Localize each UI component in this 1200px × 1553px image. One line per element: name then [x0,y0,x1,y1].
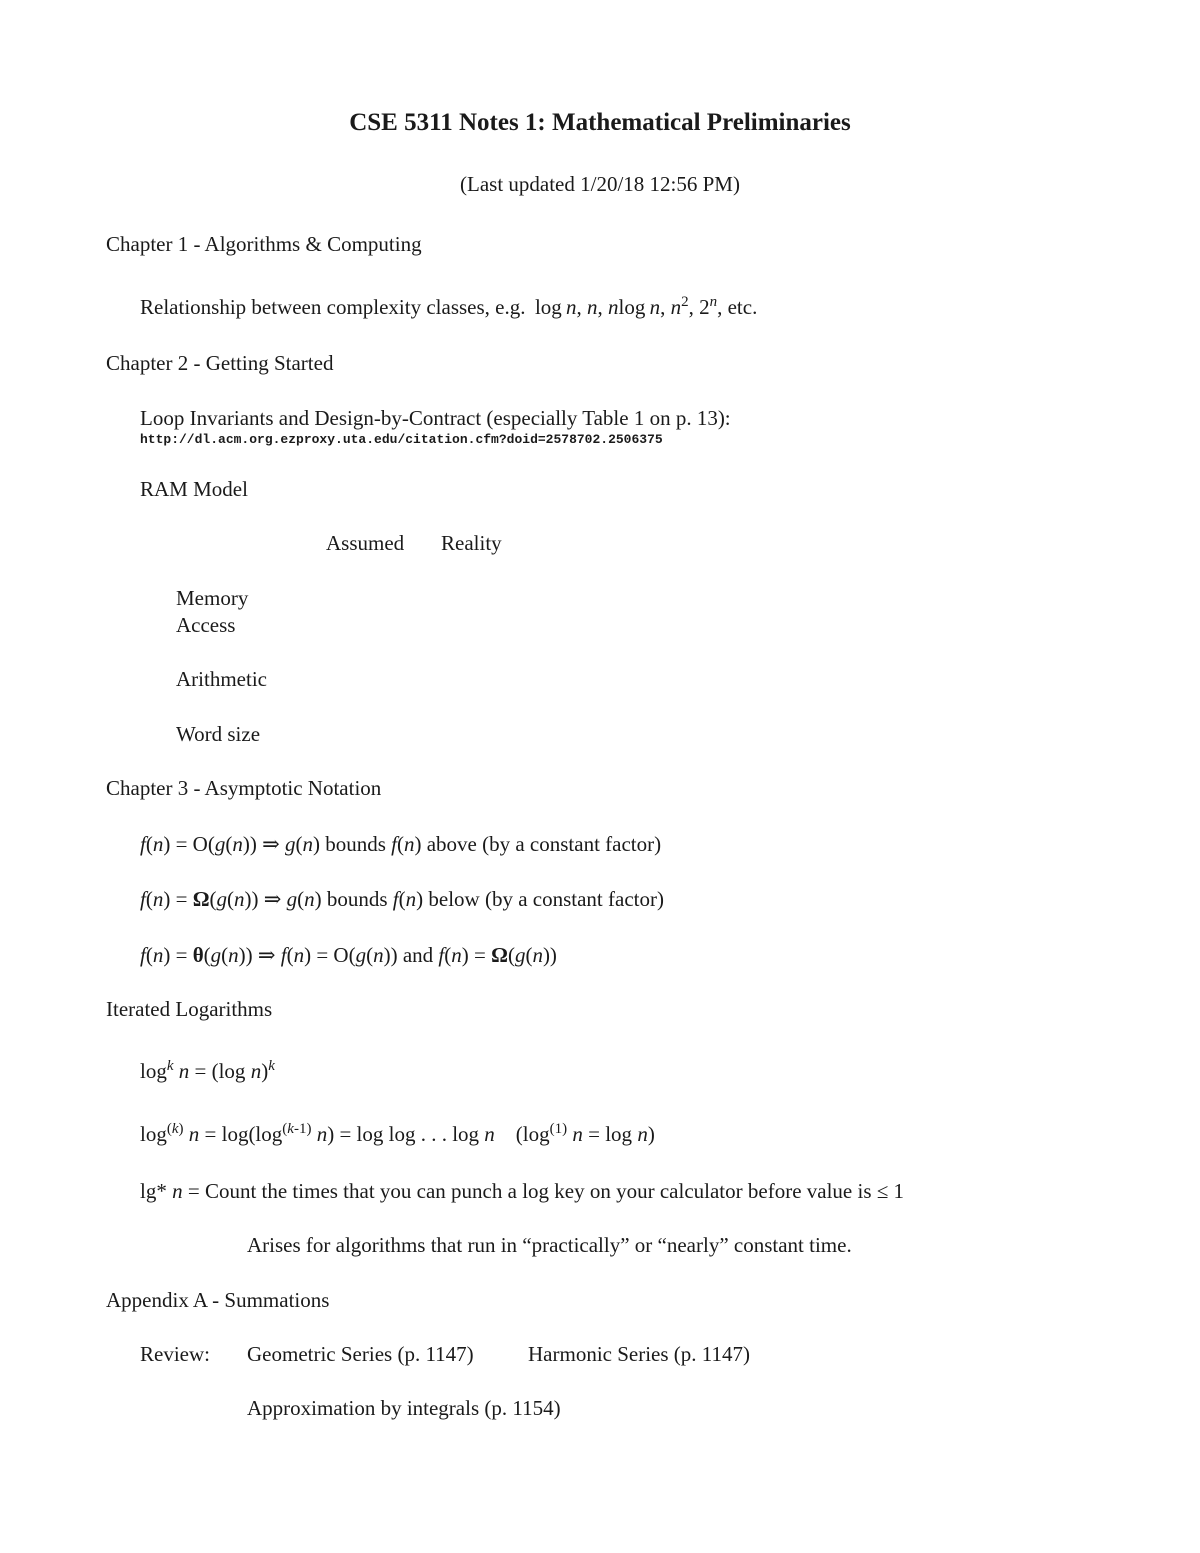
page-title: CSE 5311 Notes 1: Mathematical Preliminaries [349,109,851,136]
arises-text: Arises for algorithms that run in “practically” or “nearly” constant time. [247,1233,852,1257]
citation-link[interactable]: http://dl.acm.org.ezproxy.uta.edu/citation.cfm?doid=2578702.2506375 [140,432,663,447]
appendix-a-heading: Appendix A - Summations [106,1288,330,1312]
iterated-log-formula: $\log^{(k)} n = \log(\log^{(k-1)}$ n) = log log . . . log n ($\log^{(1)}$ n = log n) [140,1120,655,1146]
approximation-integrals: Approximation by integrals (p. 1154) [247,1396,561,1420]
iterated-log-heading: Iterated Logarithms [106,997,273,1021]
complexity-text: Relationship between complexity classes, e.g. [140,295,526,319]
big-o-formula: f(n) = O(g(n)) ⇒ g(n) bounds f(n) above (by a constant factor) [140,832,662,856]
chapter-3-heading: Chapter 3 - Asymptotic Notation [106,776,382,800]
review-label: Review: [140,1342,210,1366]
col-reality: Reality [441,531,502,555]
chapter-1-heading: Chapter 1 - Algorithms & Computing [106,232,422,256]
row-memory: Memory [176,586,249,610]
lg-star-formula: lg* n = Count the times that you can punch a log key on your calculator before value is ≤ 1 [140,1179,905,1203]
complexity-formula: log n, n, nlog n, $n^2$, 2$^n$ [534,293,718,319]
last-updated: (Last updated 1/20/18 12:56 PM) [460,172,740,196]
chapter-2-heading: Chapter 2 - Getting Started [106,351,334,375]
col-assumed: Assumed [326,531,405,555]
etc-text: , etc. [717,295,758,319]
big-theta-formula: f(n) = θ(g(n)) ⇒ f(n) = O(g(n)) and f(n) = Ω(g(n)) [140,943,557,967]
row-access: Access [176,613,236,637]
ram-model-label: RAM Model [140,477,248,501]
log-power-formula: $\log^k n = (\log$ n)$^k$ [140,1057,275,1083]
complexity-classes-line [140,294,757,320]
harmonic-series: Harmonic Series (p. 1147) [528,1342,750,1366]
big-omega-formula: f(n) = Ω(g(n)) ⇒ g(n) bounds f(n) below (by a constant factor) [140,887,664,911]
row-arithmetic: Arithmetic [176,667,267,691]
geometric-series: Geometric Series (p. 1147) [247,1342,474,1366]
loop-invariants-text: Loop Invariants and Design-by-Contract (especially Table 1 on p. 13): [140,406,731,430]
row-word-size: Word size [176,722,261,746]
